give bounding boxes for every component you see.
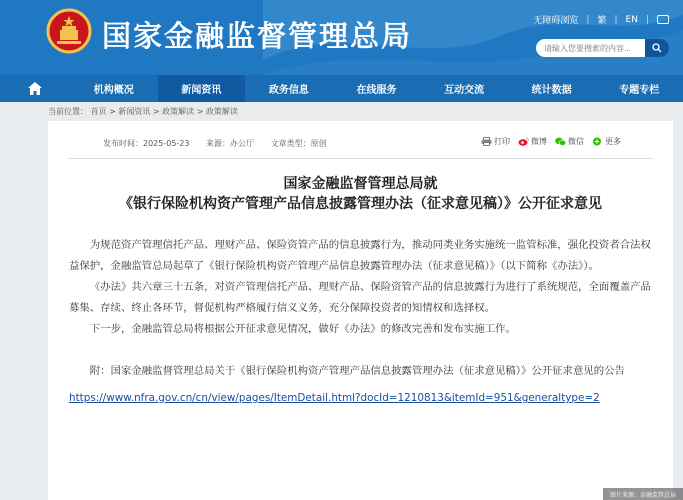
paragraph: 《办法》共六章三十五条，对资产管理信托产品、理财产品、保险资管产品的信息披露行为进行了系统规范，全面覆盖产品募集、存续、终止各环节，督促机构严格履行信义义务，充分保障投资者的知情权和选择权。 [69,281,651,314]
image-source-watermark: 图片来源：金融监管总局 [603,488,683,500]
breadcrumb-policy-sub[interactable]: 政策解读 [205,107,238,116]
nav-item-special-topics[interactable]: 专题专栏 [619,85,660,96]
search-icon [652,43,662,53]
divider: | [645,14,649,25]
breadcrumb-news[interactable]: 新闻资讯 [118,107,151,116]
more-label: 更多 [605,137,621,146]
article-source: 来源：办公厅 [206,139,255,148]
paragraph: 下一步，金融监管总局将根据公开征求意见情况，做好《办法》的修改完善和发布实施工作。 [89,323,516,335]
breadcrumb [48,106,238,117]
weibo-label: 微博 [531,137,547,146]
breadcrumb-separator: > [152,107,163,116]
main-nav [0,75,683,102]
divider: | [586,14,590,25]
article-title-line1: 国家金融监督管理总局就 [283,176,438,192]
accessible-browse-link[interactable]: 无障碍浏览 [533,16,579,26]
article-title-line2: 《银行保险机构资产管理产品信息披露管理办法（征求意见稿）》公开征求意见 [119,196,602,212]
nav-home[interactable] [0,75,70,102]
share-bar [473,136,621,147]
breadcrumb-separator: > [109,107,119,116]
attachment-link[interactable]: https://www.nfra.gov.cn/cn/view/pages/ItemDetail.html?docId=1210813&itemId=951&generaltype=2 [69,392,600,404]
article-type: 文章类型：原创 [270,139,327,148]
mail-icon[interactable] [657,15,669,24]
breadcrumb-prefix: 当前位置： [48,107,88,116]
nav-item-statistics[interactable]: 统计数据 [531,85,572,96]
breadcrumb-policy[interactable]: 政策解读 [162,107,195,116]
nav-item-government-info[interactable]: 政务信息 [268,85,309,96]
paragraph: 为规范资产管理信托产品、理财产品、保险资管产品的信息披露行为，推动同类业务实施统一监管标准，强化投资者合法权益保护，金融监管总局起草了《银行保险机构资产管理产品信息披露管理办法（征求意见稿）》（以下简称《办法》）。 [69,239,651,272]
weibo-icon [518,137,529,146]
printer-icon [481,137,492,146]
nav-item-online-service[interactable]: 在线服务 [356,85,397,96]
nav-item-news[interactable]: 新闻资讯 [158,75,246,102]
search-button[interactable] [645,39,669,57]
site-title[interactable]: 国家金融监督管理总局 [102,19,413,53]
attachment-text: 附：国家金融监督管理总局关于《银行保险机构资产管理产品信息披露管理办法（征求意见稿）》公开征求意见的公告 [89,365,625,377]
article-body [69,235,654,409]
national-emblem-icon[interactable] [46,8,92,54]
print-label: 打印 [494,137,510,146]
plus-circle-icon [592,137,603,146]
article-panel [48,121,673,500]
nav-item-interaction[interactable]: 互动交流 [444,85,485,96]
breadcrumb-home[interactable]: 首页 [90,107,107,116]
publish-date: 发布时间：2025-05-23 [103,139,190,148]
search-input[interactable] [536,39,645,57]
article-meta [103,138,341,149]
divider [68,158,653,159]
wechat-label: 微信 [568,137,584,146]
nav-item-institution[interactable]: 机构概况 [93,85,134,96]
traditional-chinese-link[interactable]: 繁 [597,16,607,26]
site-header [0,0,683,75]
english-link[interactable]: EN [625,14,638,25]
more-share-button[interactable] [592,136,621,147]
divider: | [614,14,618,25]
home-icon [28,82,42,95]
top-links [533,13,669,26]
print-button[interactable] [481,136,510,147]
breadcrumb-separator: > [196,107,206,116]
wechat-share-button[interactable] [555,136,584,147]
wechat-icon [555,137,566,146]
weibo-share-button[interactable] [518,136,547,147]
